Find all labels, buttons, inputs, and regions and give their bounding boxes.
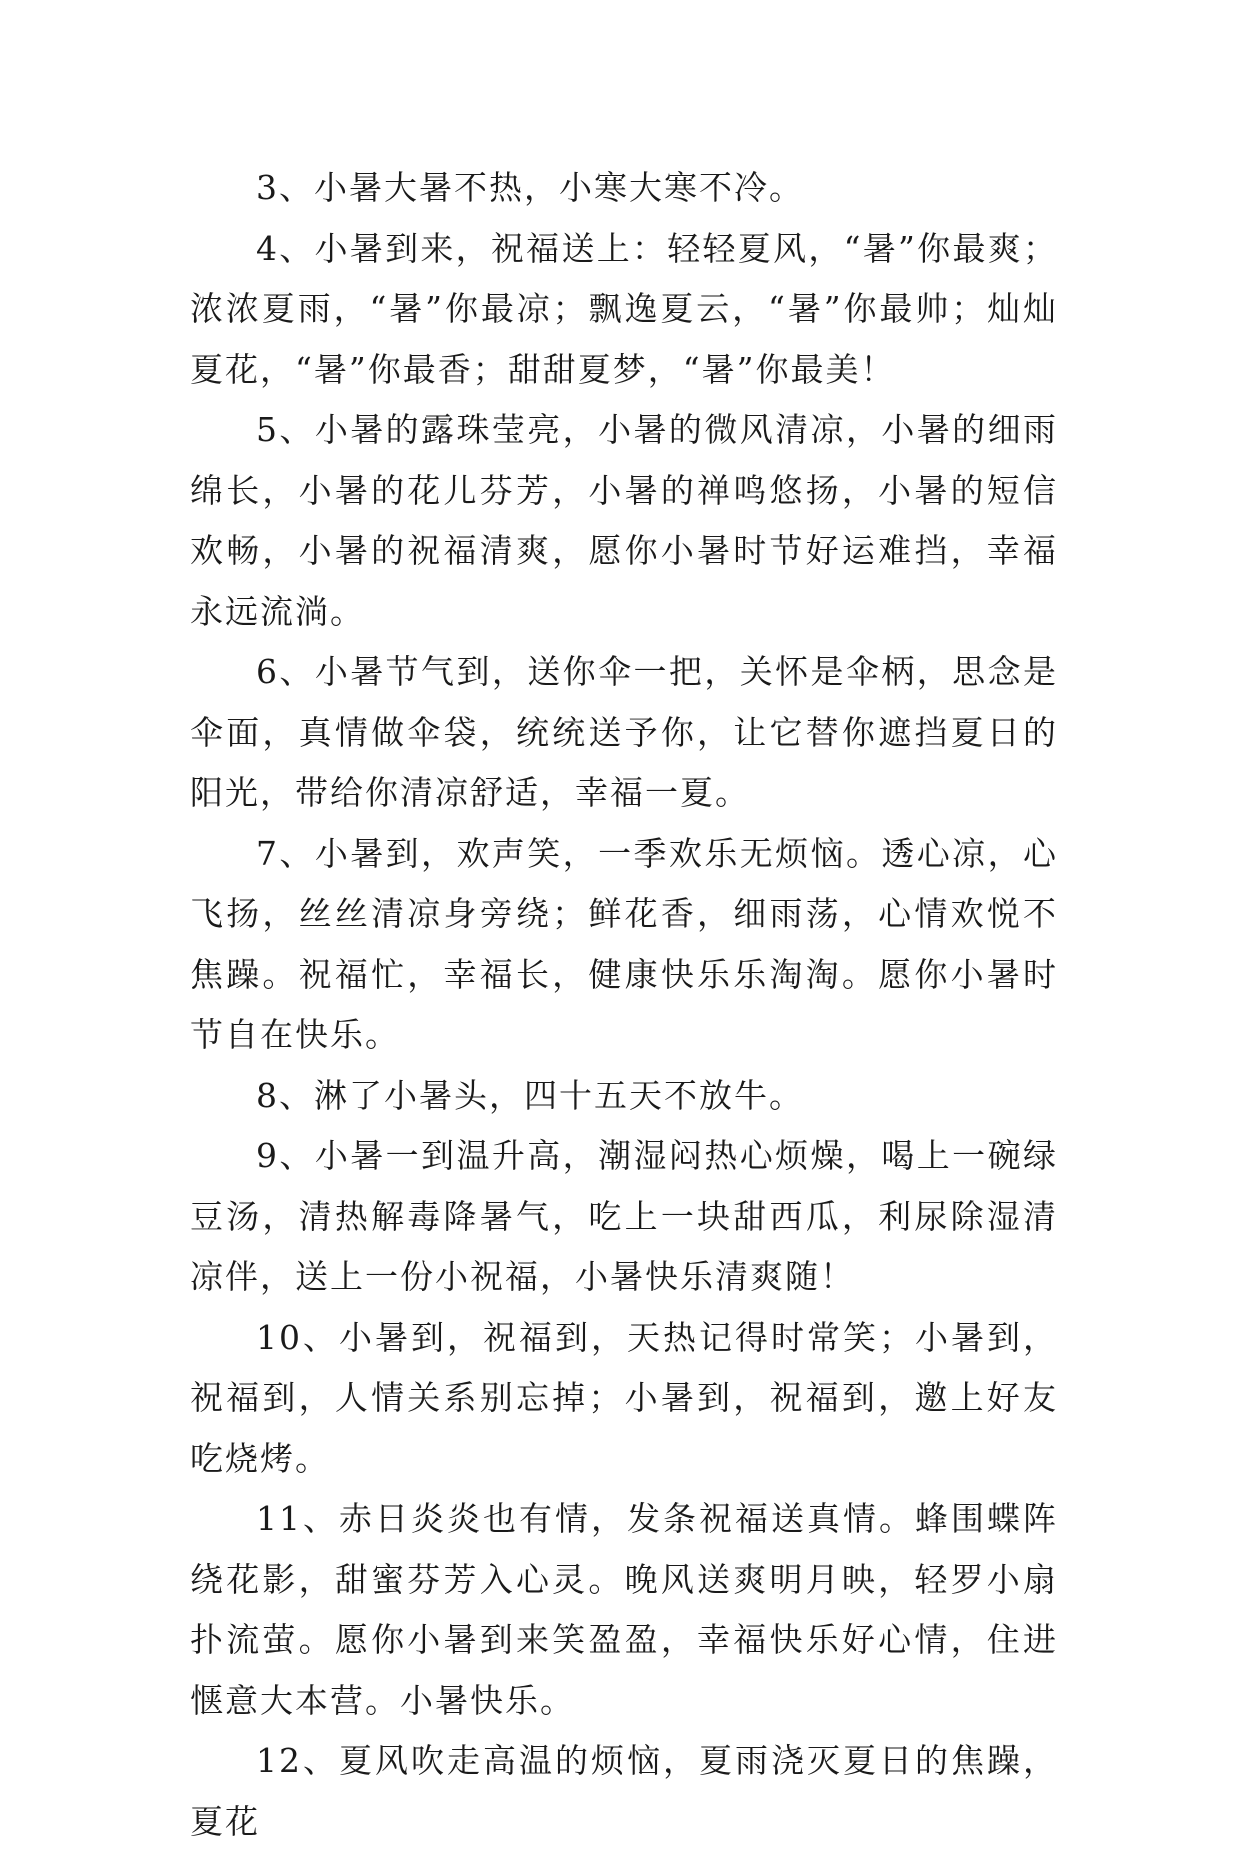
paragraph-10: 10、小暑到，祝福到，天热记得时常笑；小暑到，祝福到，人情关系别忘掉；小暑到，祝福到，邀上好友吃烧烤。 (190, 1317, 1058, 1478)
paragraph-11: 11、赤日炎炎也有情，发条祝福送真情。蜂围蝶阵绕花影，甜蜜芬芳入心灵。晚风送爽明月映，轻罗小扇扑流萤。愿你小暑到来笑盈盈，幸福快乐好心情，住进惬意大本营。小暑快乐。 (190, 1499, 1058, 1720)
paragraph-5: 5、小暑的露珠莹亮，小暑的微风清凉，小暑的细雨绵长，小暑的花儿芬芳，小暑的禅鸣悠扬，小暑的短信欢畅，小暑的祝福清爽，愿你小暑时节好运难挡，幸福永远流淌。 (190, 410, 1058, 631)
document-body (190, 158, 1058, 1852)
paragraph-8: 8、淋了小暑头，四十五天不放牛。 (256, 1075, 804, 1115)
paragraph-4: 4、小暑到来，祝福送上：轻轻夏风，“暑”你最爽；浓浓夏雨，“暑”你最凉；飘逸夏云，“暑”你最帅；灿灿夏花，“暑”你最香；甜甜夏梦，“暑”你最美！ (190, 228, 1058, 389)
paragraph-6: 6、小暑节气到，送你伞一把，关怀是伞柄，思念是伞面，真情做伞袋，统统送予你，让它替你遮挡夏日的阳光，带给你清凉舒适，幸福一夏。 (190, 652, 1058, 812)
paragraph-9: 9、小暑一到温升高，潮湿闷热心烦燥，喝上一碗绿豆汤，清热解毒降暑气，吃上一块甜西瓜，利尿除湿清凉伴，送上一份小祝福，小暑快乐清爽随！ (190, 1136, 1058, 1296)
paragraph-3: 3、小暑大暑不热，小寒大寒不冷。 (256, 168, 804, 207)
paragraph-7: 7、小暑到，欢声笑，一季欢乐无烦恼。透心凉，心飞扬，丝丝清凉身旁绕；鲜花香，细雨荡，心情欢悦不焦躁。祝福忙，幸福长，健康快乐乐淘淘。愿你小暑时节自在快乐。 (190, 833, 1058, 1054)
paragraph-12: 12、夏风吹走高温的烦恼，夏雨浇灭夏日的焦躁，夏花 (190, 1741, 1058, 1841)
